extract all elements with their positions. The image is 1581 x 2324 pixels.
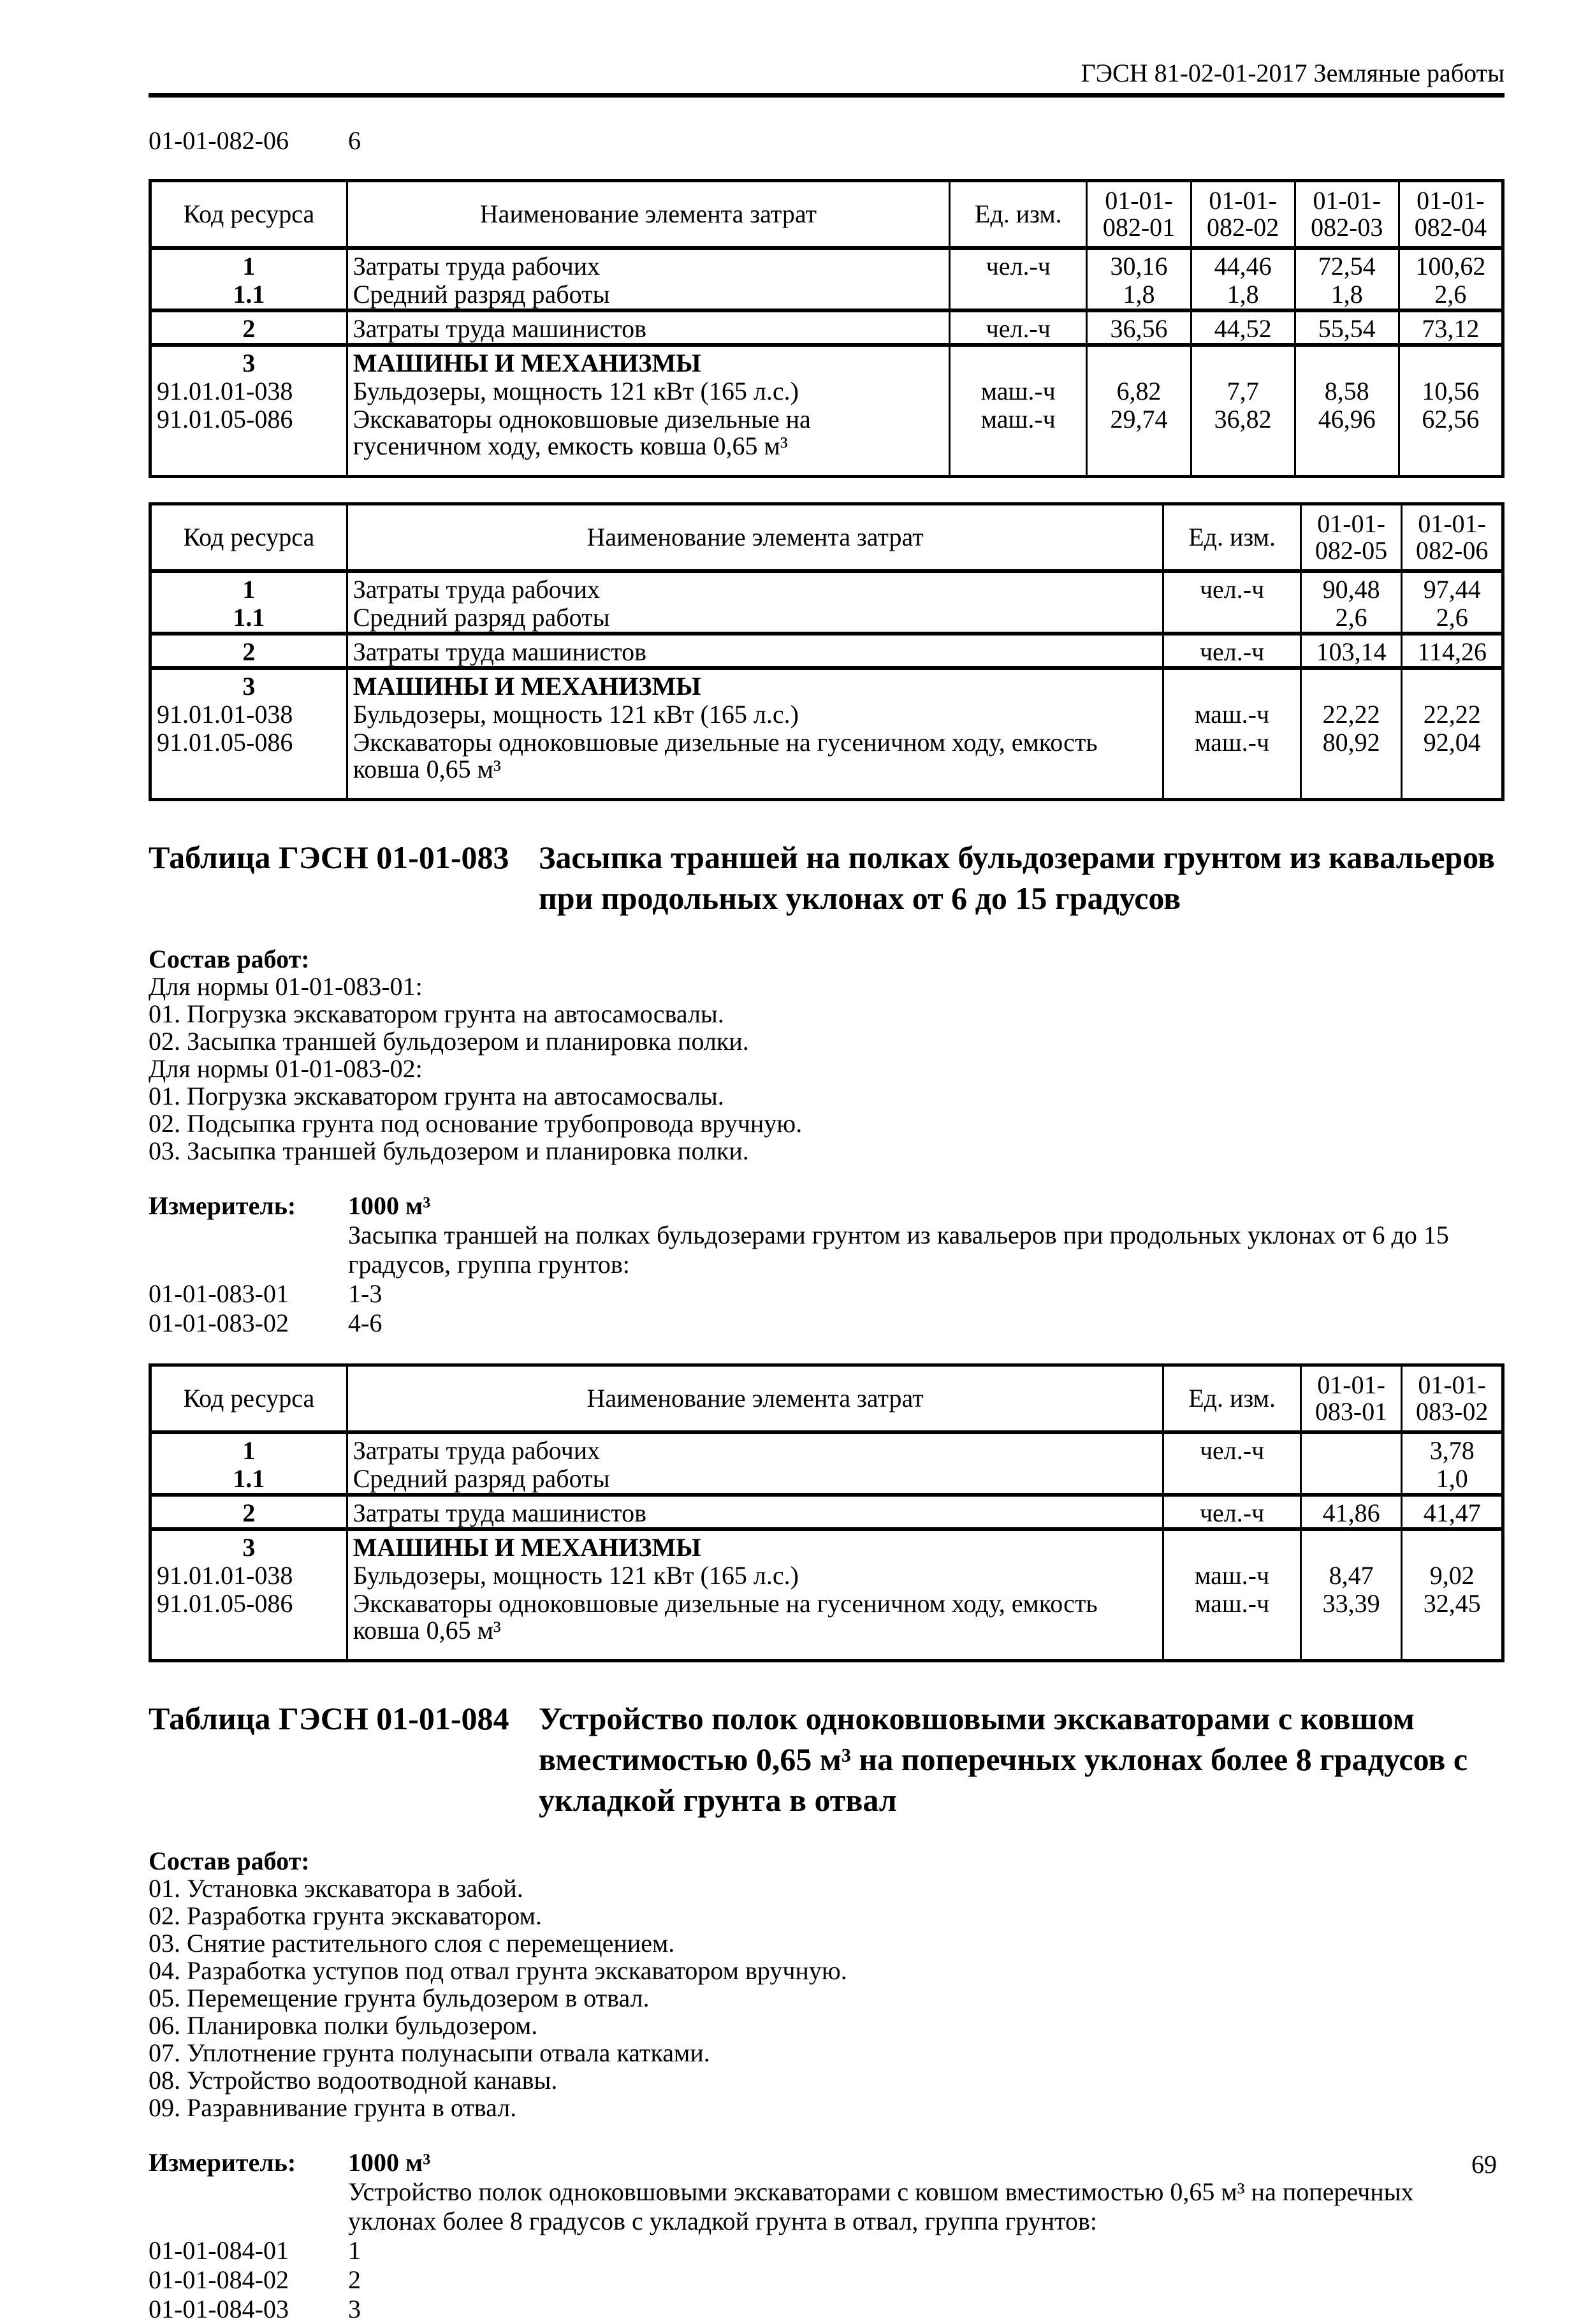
section-heading-083 xyxy=(149,837,1504,919)
cell-value: 55,54 xyxy=(1295,310,1399,345)
measure-label: Измеритель: xyxy=(149,2148,296,2177)
cell-name: Средний разряд работы xyxy=(347,1465,1163,1495)
work-item: 03. Засыпка траншей бульдозером и планировка полки. xyxy=(149,1137,749,1165)
col-header-norm: 01-01-083-02 xyxy=(1402,1365,1503,1433)
col-header-norm: 01-01-082-04 xyxy=(1399,181,1503,249)
measure-unit: 1000 м³ xyxy=(348,2148,431,2177)
continuation-norm-code: 01-01-082-06 xyxy=(149,126,289,155)
cell-value: 41,86 xyxy=(1300,1495,1402,1529)
col-header-cost-element: Наименование элемента затрат xyxy=(347,504,1163,572)
cell-value: 36,56 xyxy=(1087,310,1191,345)
col-header-resource-code: Код ресурса xyxy=(150,1365,347,1433)
table-number-label: Таблица ГЭСН 01-01-083 xyxy=(149,839,509,875)
table-row xyxy=(150,729,1503,800)
table-row xyxy=(150,377,1503,405)
norm-row xyxy=(149,2295,1504,2324)
cell-value xyxy=(1402,1529,1503,1562)
cell-name: МАШИНЫ И МЕХАНИЗМЫ xyxy=(347,668,1163,701)
norm-row xyxy=(149,1279,1504,1309)
cell-name: Бульдозеры, мощность 121 кВт (165 л.с.) xyxy=(347,1562,1163,1590)
cell-value: 3,78 xyxy=(1402,1432,1503,1465)
cell-value: 72,54 xyxy=(1295,248,1399,280)
cell-code: 3 xyxy=(150,1529,347,1562)
cell-unit xyxy=(950,345,1087,377)
measure-label: Измеритель: xyxy=(149,1191,296,1220)
cell-name: МАШИНЫ И МЕХАНИЗМЫ xyxy=(347,345,949,377)
measure-block-084 xyxy=(149,2148,1504,2324)
measure-row xyxy=(149,1221,1504,1279)
work-item: 02. Засыпка траншей бульдозером и планировка полки. xyxy=(149,1027,749,1056)
cell-value xyxy=(1300,1529,1402,1562)
cell-value: 44,52 xyxy=(1191,310,1295,345)
col-header-unit: Ед. изм. xyxy=(950,181,1087,249)
cell-unit: маш.-ч xyxy=(1163,1562,1300,1590)
cell-unit xyxy=(1163,668,1300,701)
table-row xyxy=(150,1529,1503,1562)
cell-unit: маш.-ч xyxy=(1163,1590,1300,1661)
cell-code: 91.01.05-086 xyxy=(150,1590,347,1661)
cell-code: 91.01.05-086 xyxy=(150,405,347,477)
cell-value: 8,58 xyxy=(1295,377,1399,405)
cost-table-082-01-04 xyxy=(149,179,1504,478)
col-header-resource-code: Код ресурса xyxy=(150,504,347,572)
cell-code: 91.01.01-038 xyxy=(150,701,347,729)
cell-unit: чел.-ч xyxy=(1163,1495,1300,1529)
measure-unit: 1000 м³ xyxy=(348,1191,431,1220)
cell-unit: маш.-ч xyxy=(950,405,1087,477)
work-item: 03. Снятие растительного слоя с перемещением. xyxy=(149,1929,675,1957)
cell-value: 90,48 xyxy=(1300,571,1402,604)
col-header-resource-code: Код ресурса xyxy=(150,181,347,249)
cell-code: 3 xyxy=(150,345,347,377)
table-row xyxy=(150,668,1503,701)
cell-value: 10,56 xyxy=(1399,377,1503,405)
cell-code: 2 xyxy=(150,634,347,668)
work-item: 08. Устройство водоотводной канавы. xyxy=(149,2066,558,2095)
cell-value xyxy=(1300,1432,1402,1465)
cell-value: 46,96 xyxy=(1295,405,1399,477)
work-item: 07. Уплотнение грунта полунасыпи отвала катками. xyxy=(149,2038,710,2067)
section-heading-084 xyxy=(149,1698,1504,1820)
cell-unit xyxy=(950,280,1087,310)
cell-code: 2 xyxy=(150,310,347,345)
cell-name: Бульдозеры, мощность 121 кВт (165 л.с.) xyxy=(347,701,1163,729)
col-header-norm: 01-01-083-01 xyxy=(1300,1365,1402,1433)
table-row xyxy=(150,1562,1503,1590)
measure-spacer xyxy=(149,1221,348,1279)
norm-code: 01-01-083-02 xyxy=(149,1309,289,1337)
cell-value: 33,39 xyxy=(1300,1590,1402,1661)
cell-name: Экскаваторы одноковшовые дизельные на гусеничном ходу, емкость ковша 0,65 м³ xyxy=(347,729,1163,800)
cell-name: Затраты труда машинистов xyxy=(347,310,949,345)
cell-value: 80,92 xyxy=(1300,729,1402,800)
cell-value: 2,6 xyxy=(1399,280,1503,310)
norm-row xyxy=(149,1309,1504,1338)
cell-name: МАШИНЫ И МЕХАНИЗМЫ xyxy=(347,1529,1163,1562)
work-item: 02. Подсыпка грунта под основание трубопровода вручную. xyxy=(149,1109,803,1138)
work-item: Для нормы 01-01-083-02: xyxy=(149,1054,423,1083)
table-row xyxy=(150,1465,1503,1495)
table-row xyxy=(150,1432,1503,1465)
col-header-norm: 01-01-082-05 xyxy=(1300,504,1402,572)
cell-code: 1 xyxy=(150,571,347,604)
table-title: Засыпка траншей на полках бульдозерами грунтом из кавальеров при продольных уклонах от 6 до 15 градусов xyxy=(539,839,1495,916)
cell-value: 30,16 xyxy=(1087,248,1191,280)
cell-unit: маш.-ч xyxy=(1163,729,1300,800)
table-row xyxy=(150,1495,1503,1529)
norm-row xyxy=(149,2236,1504,2265)
page-number: 69 xyxy=(1471,2150,1497,2179)
cell-code: 2 xyxy=(150,1495,347,1529)
cell-code: 1.1 xyxy=(150,1465,347,1495)
work-item: 01. Установка экскаватора в забой. xyxy=(149,1874,523,1903)
cell-unit: чел.-ч xyxy=(950,248,1087,280)
col-header-norm: 01-01-082-01 xyxy=(1087,181,1191,249)
cell-value: 62,56 xyxy=(1399,405,1503,477)
cell-name: Затраты труда машинистов xyxy=(347,1495,1163,1529)
cell-value xyxy=(1300,668,1402,701)
norm-code: 01-01-084-01 xyxy=(149,2236,289,2265)
cell-value: 9,02 xyxy=(1402,1562,1503,1590)
header-rule xyxy=(149,93,1504,98)
table-row xyxy=(150,248,1503,280)
cost-table-083-01-02 xyxy=(149,1363,1504,1662)
cell-value: 22,22 xyxy=(1402,701,1503,729)
table-row xyxy=(150,1590,1503,1661)
table-title: Устройство полок одноковшовыми экскаваторами с ковшом вместимостью 0,65 м³ на поперечных уклонах более 8 градусов с укладкой грунта в отвал xyxy=(539,1701,1468,1818)
cell-value: 1,8 xyxy=(1295,280,1399,310)
soil-group: 2 xyxy=(348,2265,361,2294)
cell-value: 44,46 xyxy=(1191,248,1295,280)
work-composition-084 xyxy=(149,1847,1504,2121)
cell-name: Затраты труда рабочих xyxy=(347,248,949,280)
cell-value: 100,62 xyxy=(1399,248,1503,280)
cell-name: Затраты труда рабочих xyxy=(347,571,1163,604)
norm-code: 01-01-084-03 xyxy=(149,2295,289,2323)
work-item: Для нормы 01-01-083-01: xyxy=(149,972,423,1001)
cell-code: 91.01.01-038 xyxy=(150,1562,347,1590)
cell-name: Экскаваторы одноковшовые дизельные на гусеничном ходу, емкость ковша 0,65 м³ xyxy=(347,405,949,477)
cell-value xyxy=(1300,1465,1402,1495)
cell-name: Экскаваторы одноковшовые дизельные на гусеничном ходу, емкость ковша 0,65 м³ xyxy=(347,1590,1163,1661)
work-item: 06. Планировка полки бульдозером. xyxy=(149,2011,538,2040)
cell-value xyxy=(1402,668,1503,701)
table-row xyxy=(150,345,1503,377)
cell-code: 91.01.01-038 xyxy=(150,377,347,405)
work-item: 01. Погрузка экскаватором грунта на автосамосвалы. xyxy=(149,1082,724,1110)
cell-code: 91.01.05-086 xyxy=(150,729,347,800)
norm-row xyxy=(149,2265,1504,2295)
continuation-line xyxy=(149,127,1504,155)
cell-code: 1.1 xyxy=(150,604,347,634)
work-item: 09. Разравнивание грунта в отвал. xyxy=(149,2093,517,2122)
measure-description: Устройство полок одноковшовыми экскаваторами с ковшом вместимостью 0,65 м³ на поперечных уклонах более 8 градусов с укладкой грунта в отвал, группа грунтов: xyxy=(348,2177,1414,2235)
table-header-row xyxy=(150,1365,1503,1433)
cell-unit xyxy=(1163,604,1300,634)
cell-value: 1,8 xyxy=(1191,280,1295,310)
measure-spacer xyxy=(149,2177,348,2236)
cell-value: 2,6 xyxy=(1402,604,1503,634)
table-row xyxy=(150,604,1503,634)
cell-code: 1 xyxy=(150,248,347,280)
work-item: 05. Перемещение грунта бульдозером в отвал. xyxy=(149,1984,650,2012)
cell-value: 2,6 xyxy=(1300,604,1402,634)
work-composition-label: Состав работ: xyxy=(149,1847,310,1875)
cell-value: 22,22 xyxy=(1300,701,1402,729)
cell-unit: чел.-ч xyxy=(950,310,1087,345)
cell-value: 97,44 xyxy=(1402,571,1503,604)
col-header-cost-element: Наименование элемента затрат xyxy=(347,1365,1163,1433)
soil-group: 4-6 xyxy=(348,1309,382,1337)
cell-value: 8,47 xyxy=(1300,1562,1402,1590)
cell-value: 32,45 xyxy=(1402,1590,1503,1661)
col-header-unit: Ед. изм. xyxy=(1163,504,1300,572)
cell-value xyxy=(1295,345,1399,377)
cell-value: 1,0 xyxy=(1402,1465,1503,1495)
cell-value: 29,74 xyxy=(1087,405,1191,477)
cell-value: 1,8 xyxy=(1087,280,1191,310)
norm-code: 01-01-083-01 xyxy=(149,1279,289,1308)
table-row xyxy=(150,571,1503,604)
cell-value: 73,12 xyxy=(1399,310,1503,345)
cell-value: 92,04 xyxy=(1402,729,1503,800)
cell-unit: чел.-ч xyxy=(1163,571,1300,604)
norm-code: 01-01-084-02 xyxy=(149,2265,289,2294)
col-header-norm: 01-01-082-03 xyxy=(1295,181,1399,249)
measure-block-083 xyxy=(149,1191,1504,1338)
cell-value: 103,14 xyxy=(1300,634,1402,668)
cell-value: 114,26 xyxy=(1402,634,1503,668)
table-header-row xyxy=(150,181,1503,249)
table-row xyxy=(150,405,1503,477)
cell-unit xyxy=(1163,1529,1300,1562)
col-header-norm: 01-01-082-02 xyxy=(1191,181,1295,249)
measure-description: Засыпка траншей на полках бульдозерами грунтом из кавальеров при продольных уклонах от 6 до 15 градусов, группа грунтов: xyxy=(348,1221,1449,1279)
cell-name: Средний разряд работы xyxy=(347,604,1163,634)
work-item: 04. Разработка уступов под отвал грунта экскаватором вручную. xyxy=(149,1956,847,1985)
work-composition-label: Состав работ: xyxy=(149,945,310,973)
cost-table-082-05-06 xyxy=(149,502,1504,801)
measure-row xyxy=(149,1191,1504,1221)
soil-group: 3 xyxy=(348,2295,361,2323)
cell-value: 7,7 xyxy=(1191,377,1295,405)
table-row xyxy=(150,310,1503,345)
col-header-norm: 01-01-082-06 xyxy=(1402,504,1503,572)
table-row xyxy=(150,280,1503,310)
cell-value xyxy=(1191,345,1295,377)
cell-code: 1 xyxy=(150,1432,347,1465)
cell-value: 36,82 xyxy=(1191,405,1295,477)
table-header-row xyxy=(150,504,1503,572)
cell-code: 1.1 xyxy=(150,280,347,310)
work-item: 02. Разработка грунта экскаватором. xyxy=(149,1901,542,1930)
soil-group: 1 xyxy=(348,2236,361,2265)
table-row xyxy=(150,634,1503,668)
measure-row xyxy=(149,2148,1504,2177)
work-item: 01. Погрузка экскаватором грунта на автосамосвалы. xyxy=(149,999,724,1028)
continuation-sheet-number: 6 xyxy=(348,126,361,155)
cell-name: Бульдозеры, мощность 121 кВт (165 л.с.) xyxy=(347,377,949,405)
cell-unit xyxy=(1163,1465,1300,1495)
cell-code: 3 xyxy=(150,668,347,701)
cell-name: Средний разряд работы xyxy=(347,280,949,310)
work-composition-083 xyxy=(149,945,1504,1165)
col-header-cost-element: Наименование элемента затрат xyxy=(347,181,949,249)
table-row xyxy=(150,701,1503,729)
cell-unit: маш.-ч xyxy=(1163,701,1300,729)
cell-unit: чел.-ч xyxy=(1163,634,1300,668)
table-number-label: Таблица ГЭСН 01-01-084 xyxy=(149,1701,509,1736)
cell-value xyxy=(1399,345,1503,377)
col-header-unit: Ед. изм. xyxy=(1163,1365,1300,1433)
cell-unit: чел.-ч xyxy=(1163,1432,1300,1465)
soil-group: 1-3 xyxy=(348,1279,382,1308)
running-header: ГЭСН 81-02-01-2017 Земляные работы xyxy=(1081,59,1504,87)
cell-unit: маш.-ч xyxy=(950,377,1087,405)
cell-value: 41,47 xyxy=(1402,1495,1503,1529)
cell-name: Затраты труда рабочих xyxy=(347,1432,1163,1465)
cell-value: 6,82 xyxy=(1087,377,1191,405)
cell-name: Затраты труда машинистов xyxy=(347,634,1163,668)
cell-value xyxy=(1087,345,1191,377)
measure-row xyxy=(149,2177,1504,2236)
